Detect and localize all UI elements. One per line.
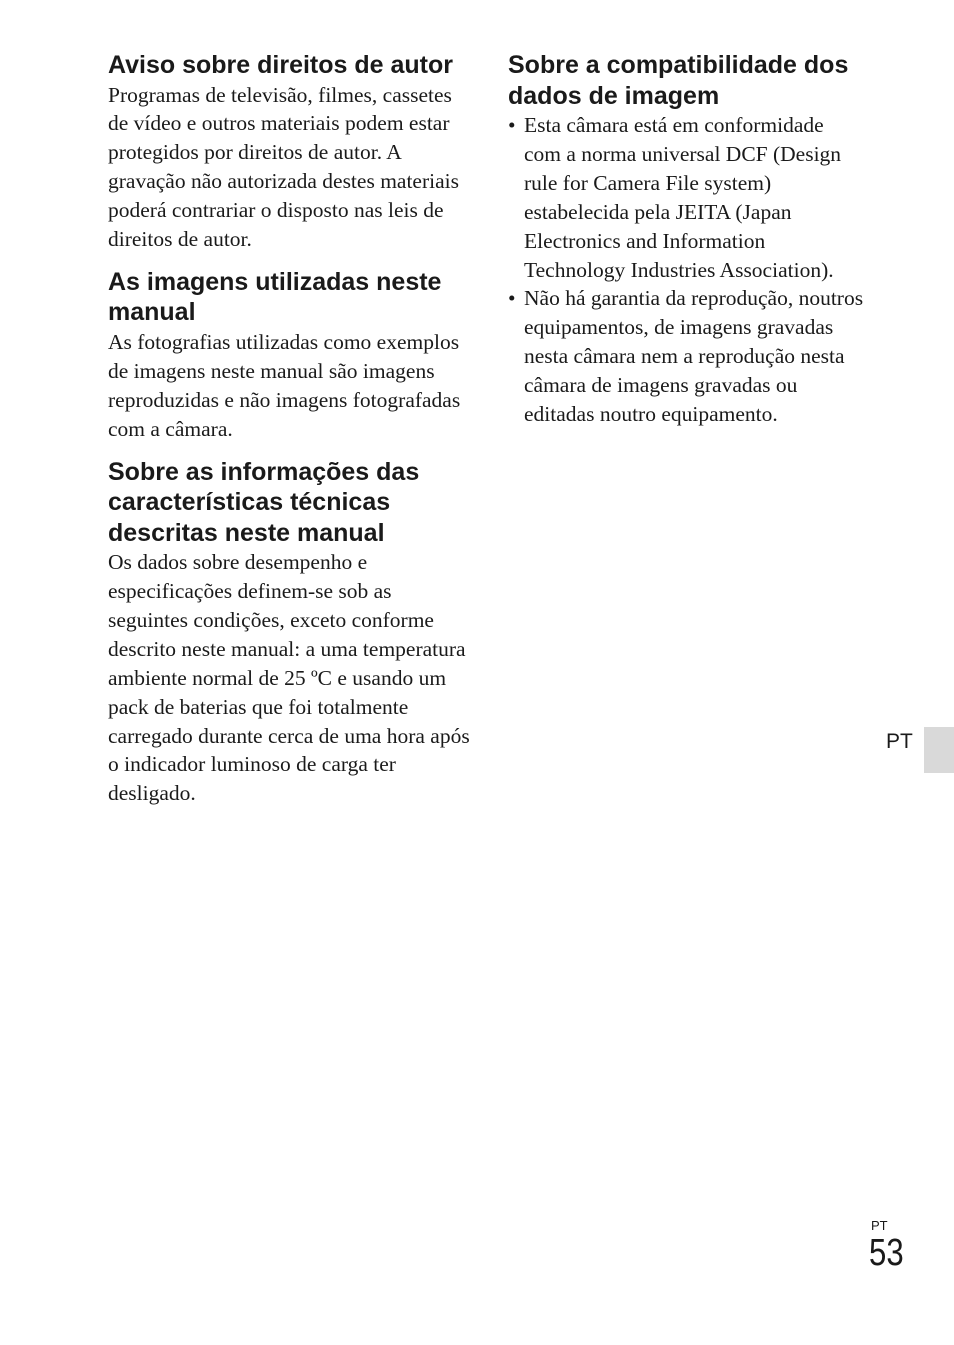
specs-heading: Sobre as informações das características técnicas descritas neste manual xyxy=(108,457,420,547)
specs-section xyxy=(108,457,470,809)
copyright-section xyxy=(108,50,470,254)
compatibility-section xyxy=(508,50,866,429)
compatibility-heading: Sobre a compatibilidade dos dados de imagem xyxy=(508,51,849,110)
copyright-heading: Aviso sobre direitos de autor xyxy=(108,51,453,79)
page-number: 53 xyxy=(869,1232,904,1274)
images-heading: As imagens utilizadas neste manual xyxy=(108,267,442,327)
bullet-icon: • xyxy=(508,286,516,311)
list-item xyxy=(508,111,866,284)
left-column xyxy=(108,50,470,821)
list-item-text: Não há garantia da reprodução, noutros equipamentos, de imagens gravadas nesta câmara nem a reprodução nesta câmara de imagens gravadas ou editadas noutro equipamento. xyxy=(524,286,864,427)
list-item xyxy=(508,284,866,429)
images-body: As fotografias utilizadas como exemplos de imagens neste manual são imagens reproduzidas e não imagens fotografadas com a câmara. xyxy=(108,329,461,441)
compatibility-list xyxy=(508,111,866,429)
right-column xyxy=(508,50,866,442)
footer-language: PT xyxy=(871,1218,888,1233)
specs-body: Os dados sobre desempenho e especificações definem-se sob as seguintes condições, exceto conforme descrito neste manual: a uma temperatura ambiente normal de 25 ºC e usando um pack de baterias que foi totalmente carregado durante cerca de uma hora após o indicador luminoso de carga ter desligado. xyxy=(108,550,470,806)
images-section xyxy=(108,267,470,444)
language-tab-label: PT xyxy=(886,730,913,753)
list-item-text: Esta câmara está em conformidade com a norma universal DCF (Design rule for Camera File system) estabelecida pela JEITA (Japan Electronics and Information Technology Industries Association). xyxy=(524,113,842,282)
bullet-icon: • xyxy=(508,113,516,137)
language-tab-marker xyxy=(924,727,954,773)
copyright-body: Programas de televisão, filmes, cassetes de vídeo e outros materiais podem estar protegidos por direitos de autor. A gravação não autorizada destes materiais poderá contrariar o disposto nas leis de direitos de autor. xyxy=(108,82,459,252)
